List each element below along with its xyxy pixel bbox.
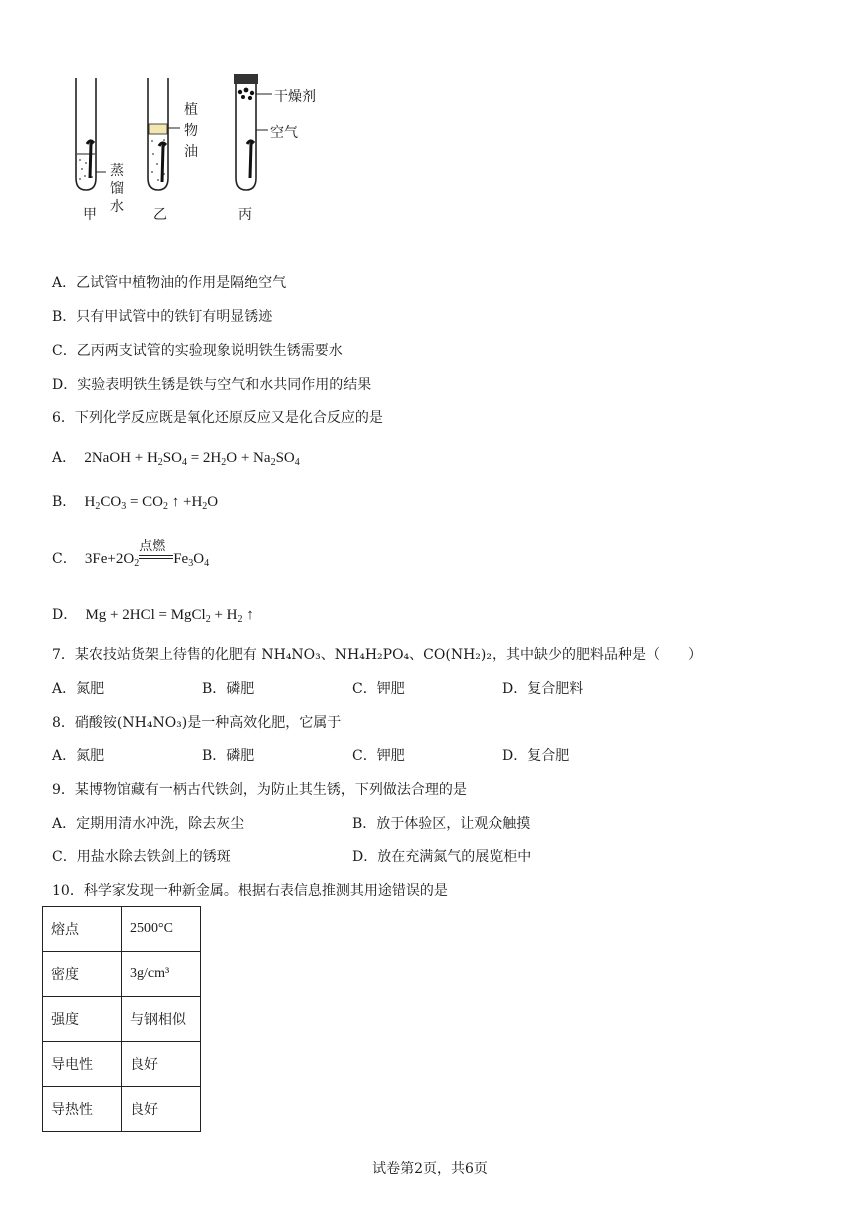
q9-option-b: B．放于体验区，让观众触摸 bbox=[352, 816, 531, 832]
q8-stem: 8．硝酸铵(NH₄NO₃)是一种高效化肥，它属于 bbox=[52, 715, 342, 731]
label-water-3: 水 bbox=[110, 199, 124, 215]
metal-properties-table bbox=[42, 906, 201, 1132]
q5-option-c: C．乙丙两支试管的实验现象说明铁生锈需要水 bbox=[52, 343, 343, 359]
q5-option-b: B．只有甲试管中的铁钉有明显锈迹 bbox=[52, 309, 273, 325]
q6-stem: 6．下列化学反应既是氧化还原反应又是化合反应的是 bbox=[52, 410, 383, 426]
table-row bbox=[43, 1087, 201, 1132]
q7-stem: 7．某农技站货架上待售的化肥有 NH₄NO₃、NH₄H₂PO₄、CO(NH₂)₂，其中缺少的肥料品种是（ ） bbox=[52, 647, 702, 663]
table-cell-key: 密度 bbox=[43, 952, 122, 997]
q6-option-a bbox=[52, 448, 300, 473]
label-oil-2: 物 bbox=[184, 123, 198, 139]
q8-option-c: C．钾肥 bbox=[352, 748, 405, 764]
table-cell-value: 与钢相似 bbox=[122, 997, 201, 1042]
table-row bbox=[43, 952, 201, 997]
q8-option-a: A．氮肥 bbox=[52, 748, 105, 764]
table-row bbox=[43, 907, 201, 952]
q6-c-prefix: C． bbox=[52, 551, 77, 567]
table-cell-key: 导热性 bbox=[43, 1087, 122, 1132]
table-cell-key: 强度 bbox=[43, 997, 122, 1042]
test-tube-yi bbox=[148, 78, 180, 190]
label-water-1: 蒸 bbox=[110, 163, 124, 179]
q8-option-b: B．磷肥 bbox=[202, 748, 255, 764]
table-cell-value: 良好 bbox=[122, 1042, 201, 1087]
label-desiccant: 干燥剂 bbox=[274, 89, 316, 105]
q6-d-equation: Mg + 2HCl = MgCl$_2$ + $H_2$ ↑ bbox=[81, 607, 254, 625]
q6-b-prefix: B． bbox=[52, 494, 77, 510]
q7-option-d: D．复合肥料 bbox=[502, 681, 584, 697]
tube-label-bing: 丙 bbox=[238, 207, 252, 223]
q7-option-c: C．钾肥 bbox=[352, 681, 405, 697]
tube-label-yi: 乙 bbox=[153, 207, 167, 223]
label-oil-3: 油 bbox=[184, 144, 198, 160]
label-water-2: 馏 bbox=[110, 181, 124, 197]
label-oil-1: 植 bbox=[184, 102, 198, 118]
table-cell-value: 2500°C bbox=[122, 907, 201, 952]
q6-option-c bbox=[52, 538, 210, 574]
q9-option-a: A．定期用清水冲洗，除去灰尘 bbox=[52, 816, 245, 832]
q6-b-equation: $H_2CO_3 = CO_2$ ↑ $+H_2O$ bbox=[80, 494, 219, 512]
q6-a-equation: 2NaOH + $H_2SO_4 = 2H_2O + Na_2SO_4$ bbox=[80, 450, 300, 468]
table-row bbox=[43, 1042, 201, 1087]
label-air: 空气 bbox=[270, 125, 298, 141]
test-tube-bing bbox=[234, 74, 272, 190]
q7-option-b: B．磷肥 bbox=[202, 681, 255, 697]
q5-option-d: D．实验表明铁生锈是铁与空气和水共同作用的结果 bbox=[52, 377, 372, 393]
q10-stem: 10．科学家发现一种新金属。根据右表信息推测其用途错误的是 bbox=[52, 883, 448, 899]
q8-option-d: D．复合肥 bbox=[502, 748, 570, 764]
q9-stem: 9．某博物馆藏有一柄古代铁剑，为防止其生锈，下列做法合理的是 bbox=[52, 782, 467, 798]
q9-option-d: D．放在充满氮气的展览柜中 bbox=[352, 849, 532, 865]
page-footer: 试卷第2页，共6页 bbox=[372, 1161, 488, 1177]
q5-option-a: A．乙试管中植物油的作用是隔绝空气 bbox=[52, 275, 287, 291]
q7-option-a: A．氮肥 bbox=[52, 681, 105, 697]
table-cell-value: 良好 bbox=[122, 1087, 201, 1132]
tube-label-jia: 甲 bbox=[83, 207, 97, 223]
q6-c-condition: 点燃 bbox=[139, 538, 166, 554]
table-cell-value: 3g/cm³ bbox=[122, 952, 201, 997]
table-row bbox=[43, 997, 201, 1042]
q6-c-equation: $3Fe+2O_2$ 点燃 $Fe_3O_4$ bbox=[81, 538, 210, 569]
q9-option-c: C．用盐水除去铁剑上的锈斑 bbox=[52, 849, 231, 865]
test-tube-jia bbox=[76, 78, 96, 190]
table-cell-key: 导电性 bbox=[43, 1042, 122, 1087]
q6-option-b bbox=[52, 492, 218, 517]
q6-option-d bbox=[52, 605, 254, 630]
q6-d-prefix: D． bbox=[52, 607, 78, 623]
q6-a-prefix: A． bbox=[52, 450, 77, 466]
table-cell-key: 熔点 bbox=[43, 907, 122, 952]
